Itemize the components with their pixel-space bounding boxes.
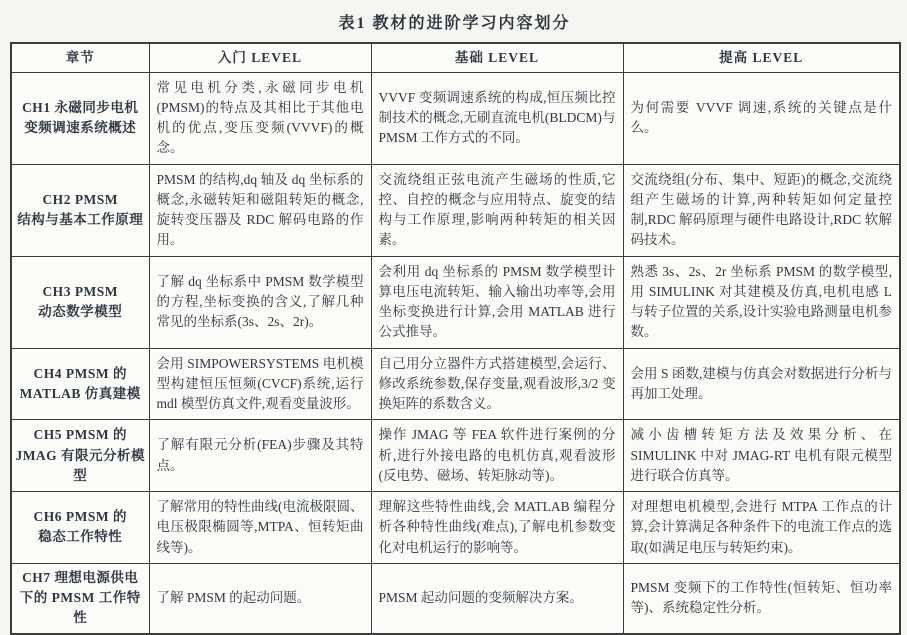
cell-entry: 常见电机分类,永磁同步电机(PMSM)的特点及其相比于其他电机的优点,变压变频(VVVF)的概念。 (149, 72, 371, 164)
cell-entry: 了解 dq 坐标系中 PMSM 数学模型的方程,坐标变换的含义,了解几种常见的坐标系(3s、2s、2r)。 (149, 256, 371, 348)
cell-basic: VVVF 变频调速系统的构成,恒压频比控制技术的概念,无刷直流电机(BLDCM)与 PMSM 工作方式的不同。 (371, 72, 623, 164)
cell-advanced: 减小齿槽转矩方法及效果分析、在 SIMULINK 中对 JMAG-RT 电机有限元模型进行联合仿真等。 (623, 420, 900, 492)
cell-chapter: CH3 PMSM 动态数学模型 (11, 256, 149, 348)
cell-basic: 自己用分立器件方式搭建模型,会运行、修改系统参数,保存变量,观看波形,3/2 变换矩阵的系数含义。 (371, 348, 623, 420)
cell-entry: 了解有限元分析(FEA)步骤及其特点。 (149, 420, 371, 492)
cell-entry: 会用 SIMPOWERSYSTEMS 电机模型构建恒压恒频(CVCF)系统,运行 mdl 模型仿真文件,观看变量波形。 (149, 348, 371, 420)
header-chapter: 章节 (11, 43, 149, 72)
cell-entry: 了解 PMSM 的起动问题。 (149, 563, 371, 633)
cell-basic: 操作 JMAG 等 FEA 软件进行案例的分析,进行外接电路的电机仿真,观看波形(反电势、磁场、转矩脉动等)。 (371, 420, 623, 492)
cell-basic: 会利用 dq 坐标系的 PMSM 数学模型计算电压电流转矩、输入输出功率等,会用坐标变换进行计算,会用 MATLAB 进行公式推导。 (371, 256, 623, 348)
cell-advanced: 交流绕组(分布、集中、短距)的概念,交流绕组产生磁场的计算,两种转矩如何定量控制,RDC 解码原理与硬件电路设计,RDC 软解码技术。 (623, 164, 900, 256)
table-row (11, 563, 900, 633)
cell-chapter: CH1 永磁同步电机 变频调速系统概述 (11, 72, 149, 164)
cell-chapter: CH5 PMSM 的 JMAG 有限元分析模型 (11, 420, 149, 492)
cell-basic: 交流绕组正弦电流产生磁场的性质,它控、自控的概念与应用特点、旋变的结构与工作原理,影响两种转矩的相关因素。 (371, 164, 623, 256)
header-advanced-level: 提高 LEVEL (623, 43, 900, 72)
cell-entry: 了解常用的特性曲线(电流极限圆、电压极限椭圆等,MTPA、恒转矩曲线等)。 (149, 492, 371, 564)
header-basic-level: 基础 LEVEL (371, 43, 623, 72)
cell-entry: PMSM 的结构,dq 轴及 dq 坐标系的概念,永磁转矩和磁阻转矩的概念,旋转变压器及 RDC 解码电路的作用。 (149, 164, 371, 256)
cell-advanced: PMSM 变频下的工作特性(恒转矩、恒功率等)、系统稳定性分析。 (623, 563, 900, 633)
cell-chapter: CH7 理想电源供电 下的 PMSM 工作特性 (11, 563, 149, 633)
cell-chapter: CH2 PMSM 结构与基本工作原理 (11, 164, 149, 256)
cell-chapter: CH6 PMSM 的 稳态工作特性 (11, 492, 149, 564)
cell-basic: PMSM 起动问题的变频解决方案。 (371, 563, 623, 633)
table-row (11, 348, 900, 420)
table-row (11, 492, 900, 564)
cell-advanced: 为何需要 VVVF 调速,系统的关键点是什么。 (623, 72, 900, 164)
header-row (11, 43, 900, 72)
table-row (11, 164, 900, 256)
header-entry-level: 入门 LEVEL (149, 43, 371, 72)
cell-chapter: CH4 PMSM 的 MATLAB 仿真建模 (11, 348, 149, 420)
cell-advanced: 熟悉 3s、2s、2r 坐标系 PMSM 的数学模型,用 SIMULINK 对其建模及仿真,电机电感 L 与转子位置的关系,设计实验电路测量电机参数。 (623, 256, 900, 348)
progression-table (10, 42, 901, 635)
table-row (11, 72, 900, 164)
table-row (11, 256, 900, 348)
cell-basic: 理解这些特性曲线,会 MATLAB 编程分析各种特性曲线(难点),了解电机参数变化对电机运行的影响等。 (371, 492, 623, 564)
cell-advanced: 会用 S 函数,建模与仿真会对数据进行分析与再加工处理。 (623, 348, 900, 420)
cell-advanced: 对理想电机模型,会进行 MTPA 工作点的计算,会计算满足各种条件下的电流工作点的选取(如满足电压与转矩约束)。 (623, 492, 900, 564)
table-row (11, 420, 900, 492)
table-caption: 表1 教材的进阶学习内容划分 (338, 15, 571, 32)
